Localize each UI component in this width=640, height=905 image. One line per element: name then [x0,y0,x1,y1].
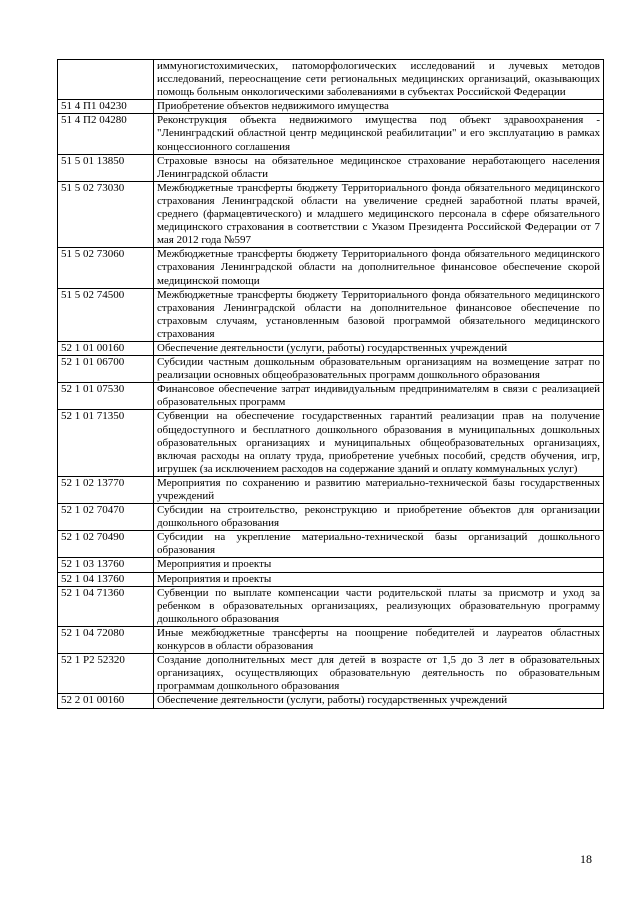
row-code: 52 1 01 06700 [58,356,154,383]
table-row [58,60,604,100]
row-description: Обеспечение деятельности (услуги, работы) государственных учреждений [154,341,604,355]
row-description: Субсидии на строительство, реконструкцию и приобретение объектов для организации дошкольного образования [154,504,604,531]
table-row [58,572,604,586]
table-row [58,694,604,708]
row-code: 51 5 02 73030 [58,181,154,247]
table-row [58,558,604,572]
page-number: 18 [580,852,592,866]
table-row [58,288,604,341]
row-code: 52 1 02 70470 [58,504,154,531]
row-description: Иные межбюджетные трансферты на поощрение победителей и лауреатов областных конкурсов в области образования [154,626,604,653]
row-code: 52 1 Р2 52320 [58,654,154,694]
table-row [58,356,604,383]
row-description: иммуногистохимических, патоморфологических исследований и лучевых методов исследований, переоснащение сети региональных медицинских организаций, оказывающих помощь больным онкологическими заболеваниями в субъектах Российской Федерации [154,60,604,100]
row-description: Реконструкция объекта недвижимого имущества под объект здравоохранения - "Ленинградский областной центр медицинской реабилитации" и его эксплуатацию в рамках концессионного соглашения [154,114,604,154]
row-description: Субвенции на обеспечение государственных гарантий реализации прав на получение общедоступного и бесплатного дошкольного образования в муниципальных дошкольных образовательных организациях и муниципальных общеобразовательных организациях, включая расходы на оплату труда, приобретение учебных пособий, средств обучения, игр, игрушек (за исключением расходов на содержание зданий и оплату коммунальных услуг) [154,410,604,476]
row-code: 51 4 П1 04230 [58,100,154,114]
row-code: 52 1 01 71350 [58,410,154,476]
row-description: Межбюджетные трансферты бюджету Территориального фонда обязательного медицинского страхования Ленинградской области на дополнительное финансовое обеспечение по страховым случаям, установленным базовой программой обязательного медицинского страхования [154,288,604,341]
row-code: 52 1 02 13770 [58,476,154,503]
row-code: 52 1 01 00160 [58,341,154,355]
table-row [58,586,604,626]
row-code: 52 1 04 71360 [58,586,154,626]
row-description: Мероприятия по сохранению и развитию материально-технической базы государственных учреждений [154,476,604,503]
row-description: Субсидии на укрепление материально-технической базы организаций дошкольного образования [154,531,604,558]
table-row [58,383,604,410]
row-description: Межбюджетные трансферты бюджету Территориального фонда обязательного медицинского страхования Ленинградской области на дополнительное финансовое обеспечение скорой медицинской помощи [154,248,604,288]
row-description: Обеспечение деятельности (услуги, работы) государственных учреждений [154,694,604,708]
row-description: Финансовое обеспечение затрат индивидуальным предпринимателям в связи с реализацией образовательных программ [154,383,604,410]
row-code: 51 5 02 73060 [58,248,154,288]
row-code [58,60,154,100]
table-row [58,341,604,355]
table-row [58,100,604,114]
row-code: 52 1 04 13760 [58,572,154,586]
row-code: 51 4 П2 04280 [58,114,154,154]
row-description: Субсидии частным дошкольным образовательным организациям на возмещение затрат по реализации основных общеобразовательных программ дошкольного образования [154,356,604,383]
table-row [58,410,604,476]
row-code: 52 1 01 07530 [58,383,154,410]
row-description: Создание дополнительных мест для детей в возрасте от 1,5 до 3 лет в образовательных организациях, осуществляющих образовательную деятельность по образовательным программам дошкольного образования [154,654,604,694]
table-row [58,531,604,558]
row-description: Субвенции по выплате компенсации части родительской платы за присмотр и уход за ребенком в образовательных организациях, реализующих образовательную программу дошкольного образования [154,586,604,626]
table-row [58,654,604,694]
table-row [58,248,604,288]
row-code: 51 5 02 74500 [58,288,154,341]
row-code: 51 5 01 13850 [58,154,154,181]
table-row [58,504,604,531]
row-description: Мероприятия и проекты [154,572,604,586]
table-row [58,181,604,247]
budget-classification-table [57,59,604,709]
row-description: Мероприятия и проекты [154,558,604,572]
row-code: 52 1 03 13760 [58,558,154,572]
row-description: Страховые взносы на обязательное медицинское страхование неработающего населения Ленинградской области [154,154,604,181]
table-row [58,114,604,154]
row-description: Межбюджетные трансферты бюджету Территориального фонда обязательного медицинского страхования Ленинградской области на увеличение средней заработной платы врачей, среднего (фармацевтического) и младшего медицинского персонала в сфере обязательного медицинского страхования в соответствии с Указом Президента Российской Федерации от 7 мая 2012 года №597 [154,181,604,247]
table-row [58,476,604,503]
row-code: 52 1 04 72080 [58,626,154,653]
table-row [58,154,604,181]
row-description: Приобретение объектов недвижимого имущества [154,100,604,114]
row-code: 52 1 02 70490 [58,531,154,558]
row-code: 52 2 01 00160 [58,694,154,708]
table-row [58,626,604,653]
